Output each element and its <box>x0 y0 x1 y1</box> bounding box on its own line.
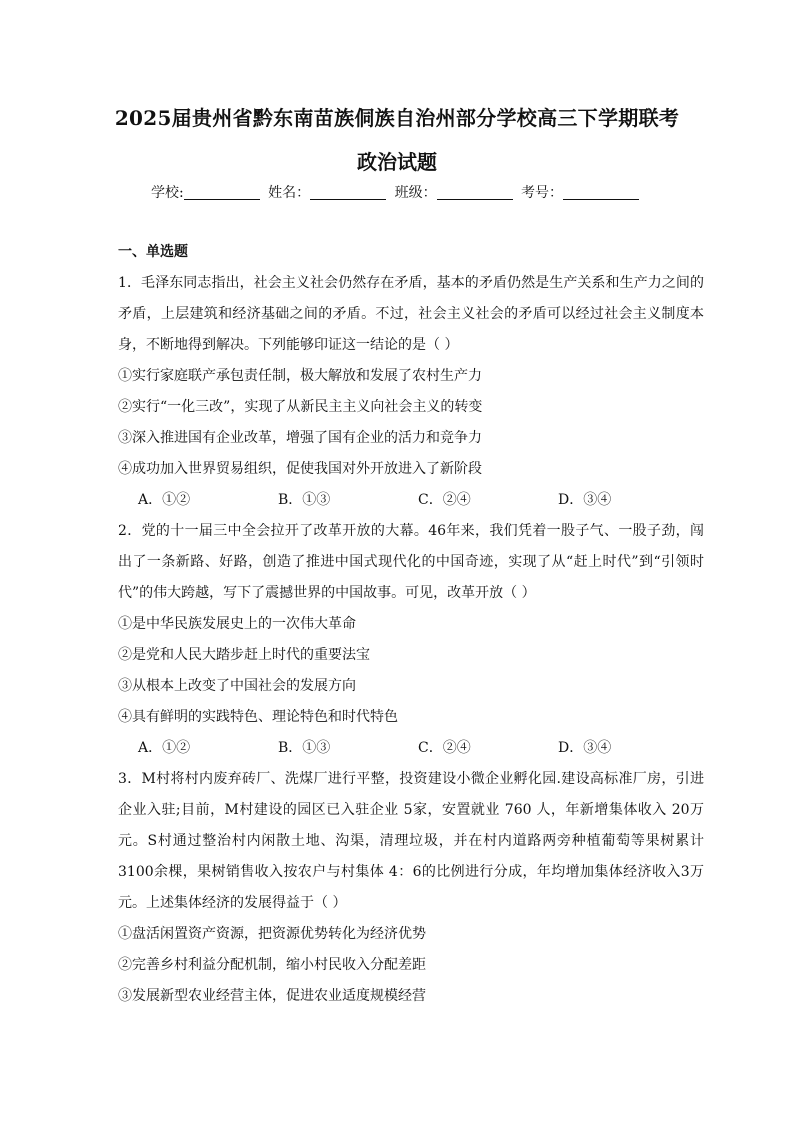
question-option: ③深入推进国有企业改革，增强了国有企业的活力和竞争力 <box>118 430 482 446</box>
question-option: ③从根本上改变了中国社会的发展方向 <box>118 678 356 694</box>
question-option: ②实行“一化三改”，实现了从新民主主义向社会主义的转变 <box>118 399 483 415</box>
question-option: ②是党和人民大踏步赶上时代的重要法宝 <box>118 647 370 663</box>
name-blank[interactable] <box>310 185 386 200</box>
question-option: ②完善乡村利益分配机制，缩小村民收入分配差距 <box>118 957 426 973</box>
answer-choices <box>118 485 704 516</box>
exam-content <box>118 242 704 1012</box>
choice-c[interactable]: C．②④ <box>418 492 471 508</box>
question-stem: 1．毛泽东同志指出，社会主义社会仍然存在矛盾，基本的矛盾仍然是生产关系和生产力之间的矛盾，上层建筑和经济基础之间的矛盾。不过，社会主义社会的矛盾可以经过社会主义制度本身，不断地得到解决。下列能够印证这一结论的是（ ） <box>118 275 704 353</box>
choice-a[interactable]: A．①② <box>138 492 191 508</box>
exam-number-label: 考号： <box>521 185 564 201</box>
question-option: ①实行家庭联产承包责任制，极大解放和发展了农村生产力 <box>118 368 482 384</box>
exam-title: 2025届贵州省黔东南苗族侗族自治州部分学校高三下学期联考 <box>114 106 680 130</box>
choice-a[interactable]: A．①② <box>138 740 191 756</box>
school-label: 学校: <box>150 185 184 201</box>
choice-d[interactable]: D．③④ <box>558 740 612 756</box>
question-2 <box>118 516 704 764</box>
school-blank[interactable] <box>184 185 260 200</box>
section-title: 一、单选题 <box>118 244 188 260</box>
question-1 <box>118 268 704 516</box>
exam-subtitle: 政治试题 <box>357 150 437 174</box>
question-stem: 2．党的十一届三中全会拉开了改革开放的大幕。46年来，我们凭着一股子气、一股子劲，闯出了一条新路、好路，创造了推进中国式现代化的中国奇迹，实现了从“赶上时代”到“引领时代”的伟大跨越，写下了震撼世界的中国故事。可见，改革开放（ ） <box>118 523 704 601</box>
student-info-line <box>0 182 794 202</box>
question-option: ③发展新型农业经营主体，促进农业适度规模经营 <box>118 988 426 1004</box>
question-option: ①盘活闲置资产资源，把资源优势转化为经济优势 <box>118 926 426 942</box>
choice-b[interactable]: B．①③ <box>278 492 331 508</box>
class-label: 班级： <box>394 185 437 201</box>
question-option: ④具有鲜明的实践特色、理论特色和时代特色 <box>118 709 398 725</box>
choice-b[interactable]: B．①③ <box>278 740 331 756</box>
name-label: 姓名： <box>268 185 311 201</box>
question-3 <box>118 764 704 1012</box>
class-blank[interactable] <box>437 185 513 200</box>
question-option: ④成功加入世界贸易组织，促使我国对外开放进入了新阶段 <box>118 461 482 477</box>
choice-c[interactable]: C．②④ <box>418 740 471 756</box>
question-stem: 3．M村将村内废弃砖厂、洗煤厂进行平整，投资建设小微企业孵化园.建设高标准厂房，引进企业入驻;目前，M村建设的园区已入驻企业 5家，安置就业 760 人，年新增集体收入 20万元。S村通过整治村内闲散土地、沟渠，清理垃圾，并在村内道路两旁种植葡萄等果树累计 3100余棵，果树销售收入按农户与村集体 4：6的比例进行分成，年均增加集体经济收入3万元。上述集体经济的发展得益于（ ） <box>118 771 704 911</box>
question-option: ①是中华民族发展史上的一次伟大革命 <box>118 616 356 632</box>
exam-number-blank[interactable] <box>563 185 639 200</box>
choice-d[interactable]: D．③④ <box>558 492 612 508</box>
answer-choices <box>118 733 704 764</box>
